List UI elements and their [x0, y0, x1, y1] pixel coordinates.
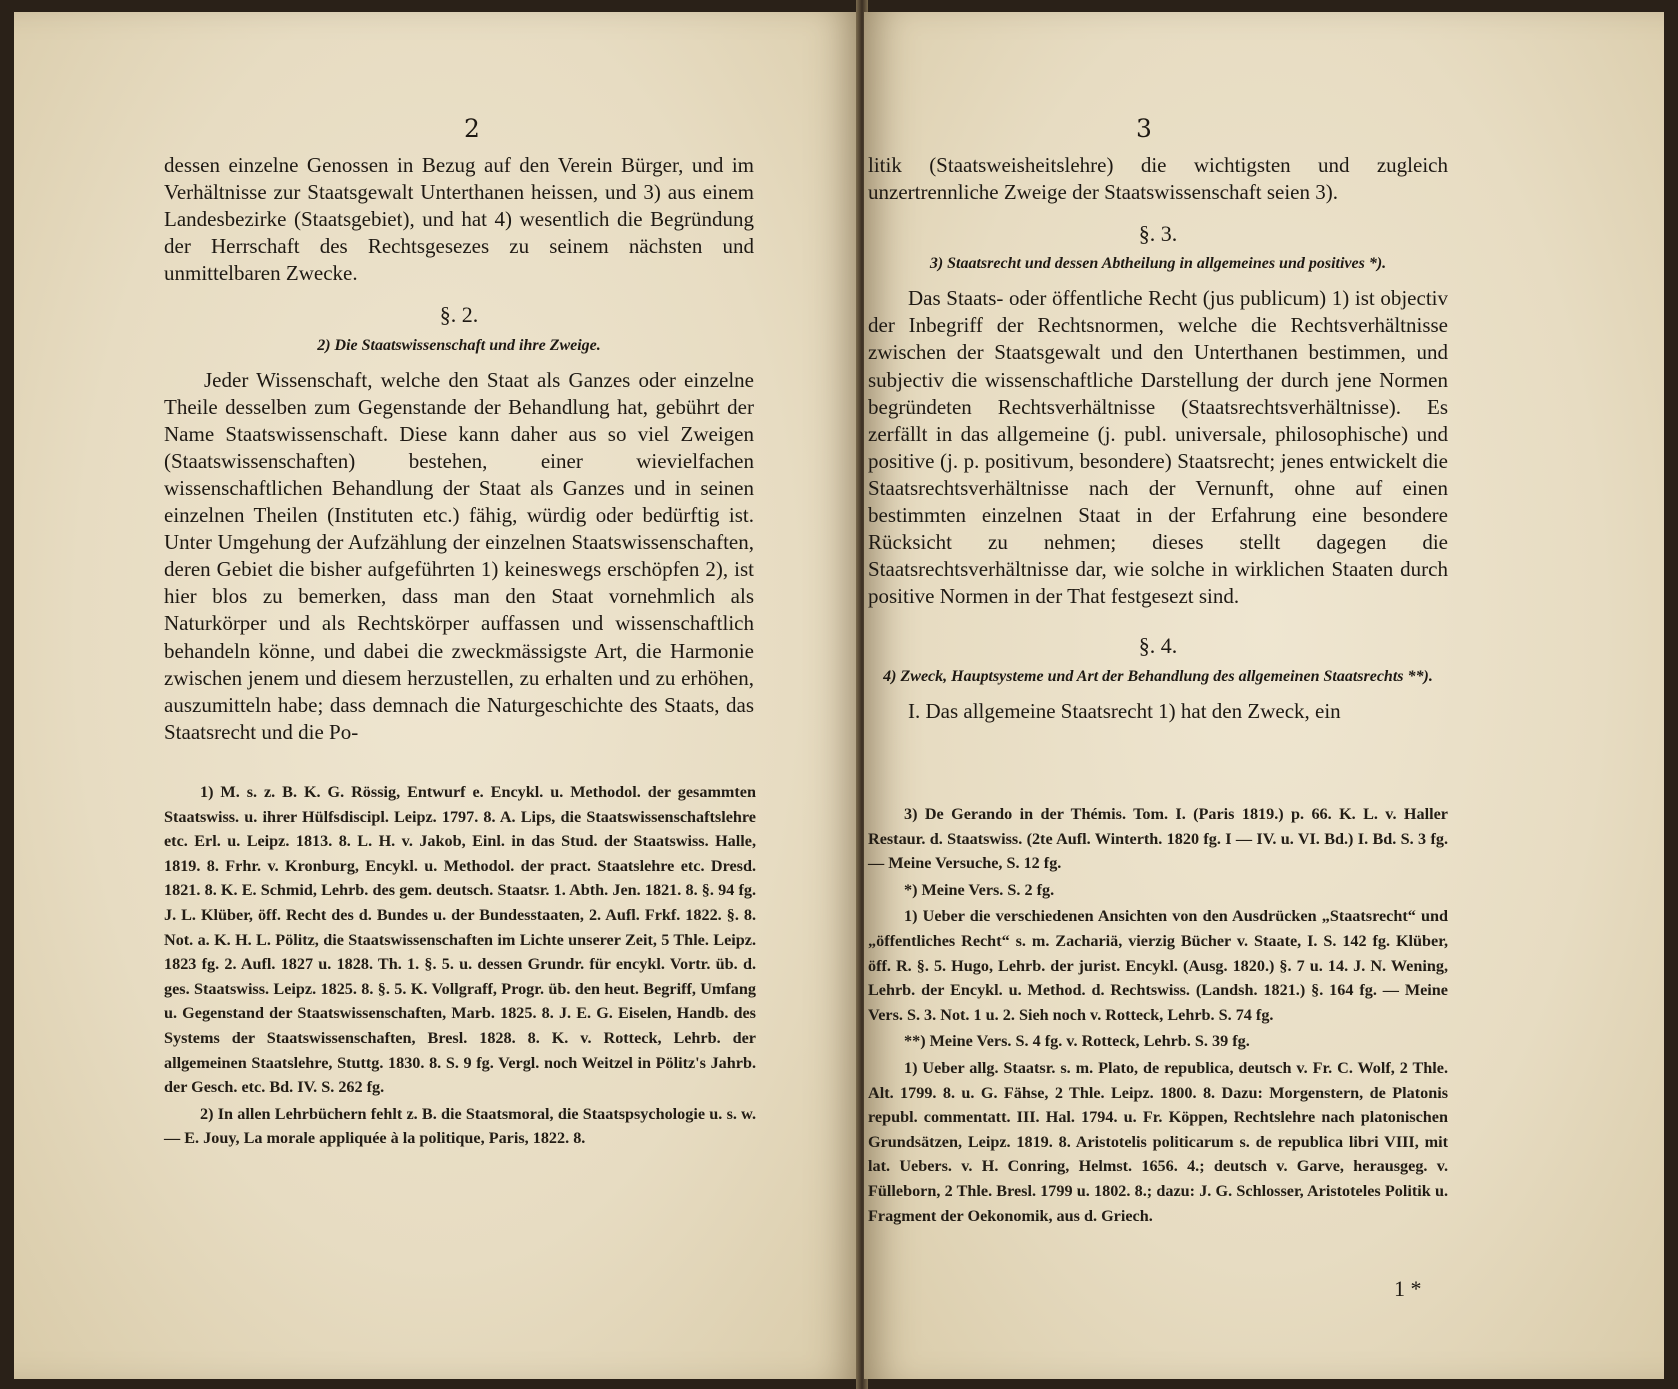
- section-3-text: Das Staats- oder öffentliche Recht (jus publicum) 1) ist objectiv der Inbegriff der Rechtsnormen, welche die Rechtsverhältnisse zwischen der Staatsgewalt und den Unterthanen bestimmen, und subjectiv die wissenschaftliche Darstellung der durch jene Normen begründeten Rechtsverhältnisse (Staatsrechtsverhältnisse). Es zerfällt in das allgemeine (j. publ. universale, philosophische) und positive (j. p. positivum, besondere) Staatsrecht; jenes entwickelt die Staatsrechtsverhältnisse nach der Vernunft, ohne auf einen bestimmten einzelnen Staat in der Erfahrung eine besondere Rücksicht zu nehmen; dieses stellt dagegen die Staatsrechtsverhältnisse dar, wie solche in wirklichen Staaten durch positive Normen in der That festgesezt sind.: [868, 286, 1448, 609]
- left-continuation: dessen einzelne Genossen in Bezug auf den Verein Bürger, und im Verhältnisse zur Staatsgewalt Unterthanen heissen, und 3) aus einem Landesbezirke (Staatsgebiet), und hat 4) wesentlich die Begründung der Herrschaft des Rechtsgesezes zu seinem nächsten und unmittelbaren Zwecke.: [164, 153, 754, 286]
- left-page-number: 2: [464, 114, 480, 143]
- right-footnote-3: 3) De Gerando in der Thémis. Tom. I. (Paris 1819.) p. 66. K. L. v. Haller Restaur. d. Staatswiss. (2te Aufl. Winterth. 1820 fg. I — IV. u. VI. Bd.) I. Bd. S. 3 fg. — Meine Versuche, S. 12 fg.: [868, 805, 1448, 873]
- left-page: [14, 12, 860, 1379]
- right-footnote-star: *) Meine Vers. S. 2 fg.: [904, 880, 1055, 899]
- right-main-text: [868, 152, 1448, 725]
- left-main-text: [164, 152, 754, 746]
- section-4-heading: 4) Zweck, Hauptsysteme und Art der Behandlung des allgemeinen Staatsrechts **).: [883, 667, 1433, 685]
- section-2-heading: 2) Die Staatswissenschaft und ihre Zweige.: [317, 336, 601, 354]
- section-2-text: Jeder Wissenschaft, welche den Staat als Ganzes oder einzelne Theile desselben zum Gegenstande der Behandlung hat, gebührt der Name Staatswissenschaft. Diese kann daher aus so viel Zweigen (Staatswissenschaften) bestehen, einer wievielfachen wissenschaftlichen Behandlung der Staat als Ganzes und in seinen einzelnen Theilen (Instituten etc.) fähig, würdig oder bedürftig ist. Unter Umgehung der Aufzählung der einzelnen Staatswissenschaften, deren Gebiet die bisher aufgeführten 1) keineswegs erschöpfen 2), ist hier blos zu bemerken, dass man den Staat vornehmlich als Naturkörper und als Rechtskörper auffassen und wissenschaftlich behandeln könne, und dabei die zweckmässigste Art, die Harmonie zwischen jenem und diesem herzustellen, zu erhalten und zu erhöhen, auszumitteln habe; dass demnach die Naturgeschichte des Staats, das Staatsrecht und die Po-: [164, 367, 754, 744]
- right-footnotes: [868, 802, 1448, 1230]
- right-page: [864, 12, 1664, 1379]
- section-2-number: §. 2.: [439, 302, 479, 328]
- right-page-number: 3: [1136, 114, 1152, 143]
- left-footnote-1: 1) M. s. z. B. K. G. Rössig, Entwurf e. Encykl. u. Methodol. der gesammten Staatswiss. u. ihrer Hülfsdiscipl. Leipz. 1797. 8. A. Lips, die Staatswissenschaftslehre etc. Erl. u. Leipz. 1813. 8. L. H. v. Jakob, Einl. in das Stud. der Staatswiss. Halle, 1819. 8. Frhr. v. Kronburg, Encykl. u. Methodol. der pract. Staatslehre etc. Dresd. 1821. 8. K. E. Schmid, Lehrb. des gem. deutsch. Staatsr. 1. Abth. Jen. 1821. 8. §. 94 fg. J. L. Klüber, öff. Recht des d. Bundes u. der Bundesstaaten, 2. Aufl. Frkf. 1822. §. 8. Not. a. K. H. L. Pölitz, die Staatswissenschaften im Lichte unserer Zeit, 5 Thle. Leipz. 1823 fg. 2. Aufl. 1827 u. 1828. Th. 1. §. 5. u. dessen Grundr. für encykl. Vortr. üb. d. ges. Staatswiss. Leipz. 1825. 8. §. 5. K. Vollgraff, Progr. üb. den heut. Begriff, Umfang u. Gegenstand der Staatswissenschaften, Marb. 1825. 8. J. E. G. Eiselen, Handb. des Systems der Staatswissenschaften, Bresl. 1828. 8. K. v. Rotteck, Lehrb. der allgemeinen Staatslehre, Stuttg. 1830. 8. S. 9 fg. Vergl. noch Weitzel in Pölitz's Jahrb. der Gesch. etc. Bd. IV. S. 262 fg.: [164, 783, 756, 1097]
- right-footnote-1a: 1) Ueber die verschiedenen Ansichten von den Ausdrücken „Staatsrecht“ und „öffentliches Recht“ s. m. Zachariä, vierzig Bücher v. Staate, I. S. 142 fg. Klüber, öff. R. §. 5. Hugo, Lehrb. der jurist. Encykl. (Ausg. 1820.) §. 7 u. 14. J. N. Wening, Lehrb. der Encykl. u. Method. d. Rechtswiss. (Landsh. 1821.) §. 164 fg. — Meine Vers. S. 3. Not. 1 u. 2. Sieh noch v. Rotteck, Lehrb. S. 74 fg.: [868, 907, 1448, 1024]
- signature-mark: 1 *: [1394, 1276, 1422, 1301]
- left-footnote-2: 2) In allen Lehrbüchern fehlt z. B. die Staatsmoral, die Staatspsychologie u. s. w. — E. Jouy, La morale appliquée à la politique, Paris, 1822. 8.: [164, 1104, 756, 1148]
- section-4-text: I. Das allgemeine Staatsrecht 1) hat den Zweck, ein: [908, 698, 1341, 723]
- section-4-number: §. 4.: [1138, 633, 1178, 659]
- left-footnotes: [164, 780, 756, 1153]
- right-continuation: litik (Staatsweisheitslehre) die wichtigsten und zugleich unzertrennliche Zweige der Staatswissenschaft seien 3).: [868, 153, 1448, 205]
- section-3-number: §. 3.: [1138, 221, 1178, 247]
- right-footnote-1b: 1) Ueber allg. Staatsr. s. m. Plato, de republica, deutsch v. Fr. C. Wolf, 2 Thle. Alt. 1799. 8. u. G. Fähse, 2 Thle. Leipz. 1800. 8. Dazu: Morgenstern, de Platonis republ. commentatt. III. Hal. 1794. u. Fr. Köppen, Rechtslehre nach platonischen Grundsätzen, Leipz. 1819. 8. Aristotelis politicarum s. de republica libri VIII, mit lat. Uebers. v. H. Conring, Helmst. 1656. 4.; deutsch v. Garve, herausgeg. v. Fülleborn, 2 Thle. Bresl. 1799 u. 1802. 8.; dazu: J. G. Schlosser, Aristoteles Politik u. Fragment der Oekonomik, aus d. Griech.: [868, 1058, 1448, 1225]
- section-3-heading: 3) Staatsrecht und dessen Abtheilung in allgemeines und positives *).: [929, 255, 1387, 273]
- right-footnote-double-star: **) Meine Vers. S. 4 fg. v. Rotteck, Lehrb. S. 39 fg.: [904, 1032, 1250, 1051]
